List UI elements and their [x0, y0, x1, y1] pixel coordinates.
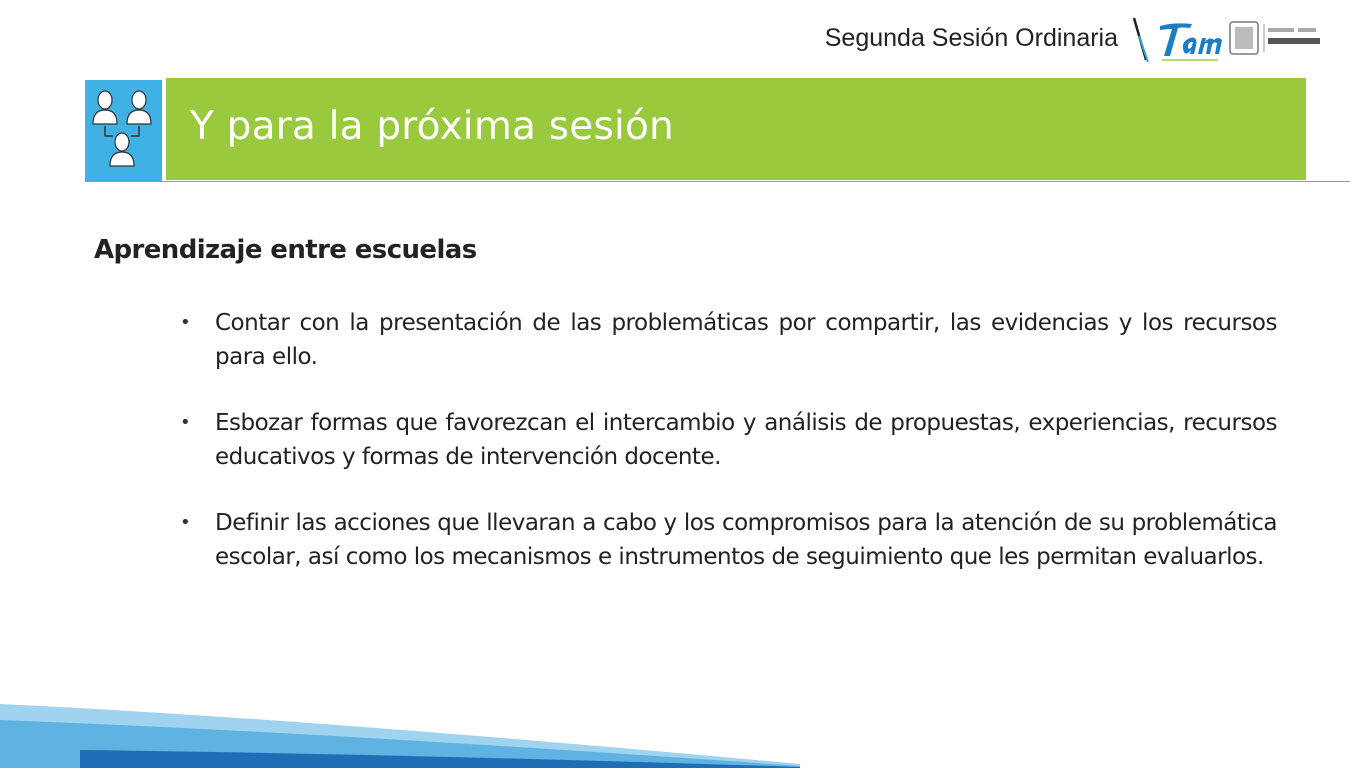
bullet-text: Contar con la presentación de las problemáticas por compartir, las evidencias y los recursos para ello. [215, 310, 1277, 370]
bullet-text: Definir las acciones que llevaran a cabo y los compromisos para la atención de su problemática escolar, así como los mecanismos e instrumentos de seguimiento que les permitan evaluarlos. [215, 510, 1277, 570]
header-logos [1126, 12, 1326, 68]
logo-separator [1134, 18, 1148, 62]
secretaria-de-educacion-logo [1230, 22, 1320, 54]
slide-title: Y para la próxima sesión [190, 104, 674, 149]
people-network-icon [85, 80, 162, 181]
footer-swoosh [0, 698, 800, 768]
title-icon-box [85, 80, 162, 181]
bullet-marker: • [180, 312, 191, 333]
title-divider [85, 181, 1350, 182]
bullet-text: Esbozar formas que favorezcan el intercambio y análisis de propuestas, experiencias, recursos educativos y formas de intervención docente. [215, 410, 1277, 470]
tam-logo [1160, 23, 1222, 60]
bullet-marker: • [180, 412, 191, 433]
bullet-marker: • [180, 512, 191, 533]
session-label: Segunda Sesión Ordinaria [824, 24, 1118, 52]
section-heading: Aprendizaje entre escuelas [94, 235, 477, 265]
